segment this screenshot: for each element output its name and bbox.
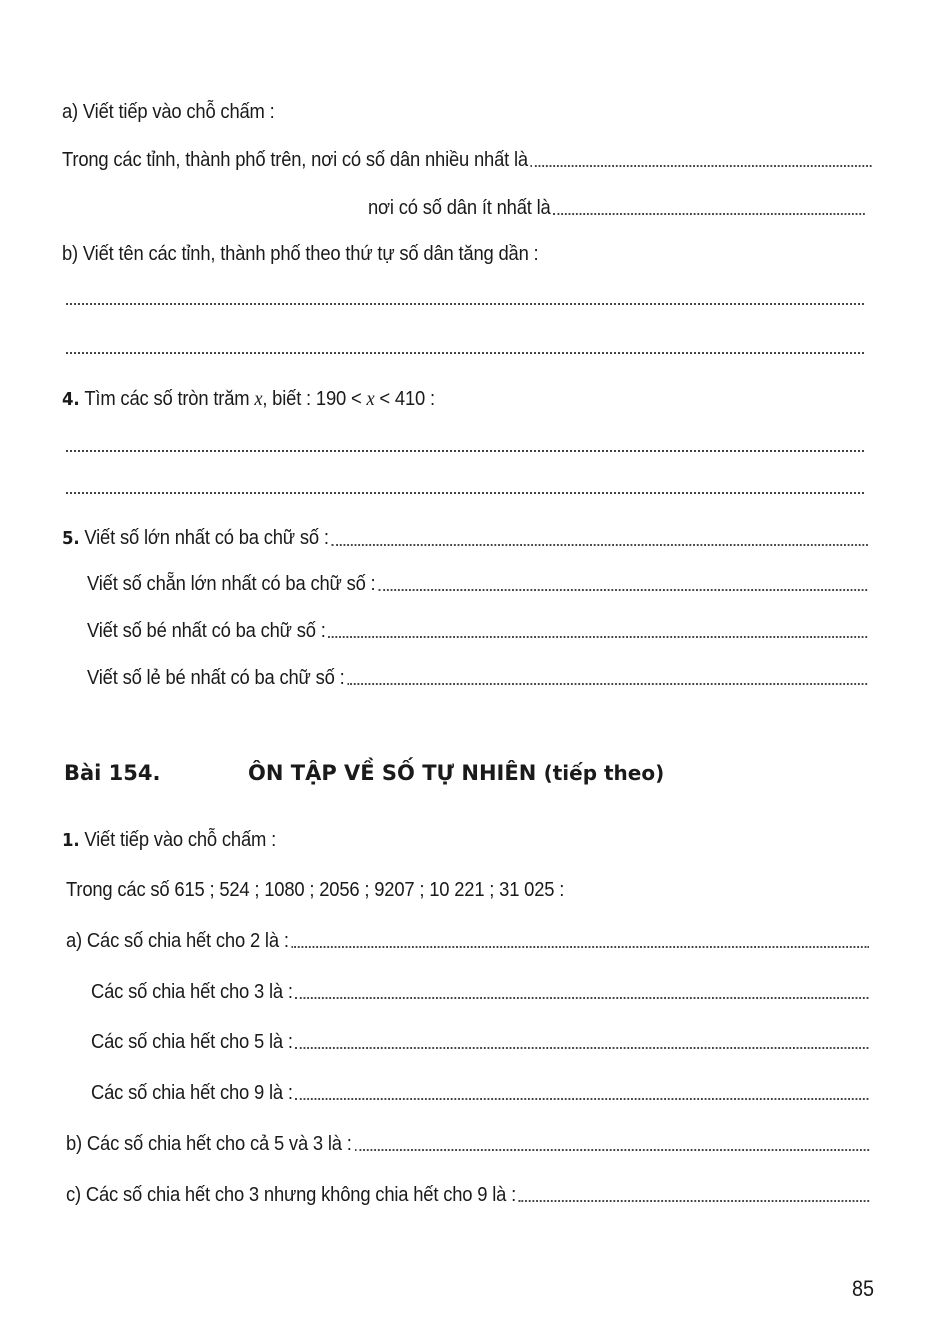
exercise-4: 4. Tìm các số tròn trăm x , biết : 190 < x < 410 :: [62, 388, 435, 410]
answer-blank[interactable]: [531, 164, 872, 167]
most-population-line: Trong các tỉnh, thành phố trên, nơi có số dân nhiều nhất là: [62, 148, 872, 172]
answer-blank[interactable]: [296, 996, 869, 999]
page-number: 85: [852, 1276, 875, 1301]
exercise-5-line-4: Viết số lẻ bé nhất có ba chữ số :: [87, 666, 867, 690]
exercise-5-line-2: Viết số chẵn lớn nhất có ba chữ số :: [87, 572, 867, 596]
answer-blank[interactable]: [292, 945, 870, 948]
lesson-heading: [64, 761, 665, 785]
div2-line: a) Các số chia hết cho 2 là :: [66, 929, 869, 953]
div5and3-line: b) Các số chia hết cho cả 5 và 3 là :: [66, 1132, 869, 1156]
part-b-label: b) Viết tên các tỉnh, thành phố theo thứ tự số dân tăng dần :: [62, 243, 539, 265]
answer-blank-line[interactable]: [66, 351, 864, 354]
div5-line: Các số chia hết cho 5 là :: [91, 1030, 868, 1054]
answer-blank[interactable]: [347, 682, 867, 685]
part-a-label: a) Viết tiếp vào chỗ chấm :: [62, 101, 275, 123]
least-population-line: nơi có số dân ít nhất là: [368, 196, 865, 220]
answer-blank[interactable]: [553, 212, 864, 215]
answer-blank[interactable]: [378, 588, 867, 591]
answer-blank[interactable]: [296, 1097, 869, 1100]
exercise-5-line-1: 5. Viết số lớn nhất có ba chữ số :: [62, 526, 868, 551]
answer-blank[interactable]: [332, 543, 868, 546]
div3not9-line: c) Các số chia hết cho 3 nhưng không chia hết cho 9 là :: [66, 1183, 869, 1207]
lesson-label: Bài 154.: [64, 761, 161, 785]
div9-line: Các số chia hết cho 9 là :: [91, 1081, 868, 1105]
numbers-line: Trong các số 615 ; 524 ; 1080 ; 2056 ; 9207 ; 10 221 ; 31 025 :: [66, 879, 565, 901]
answer-blank-line[interactable]: [66, 449, 864, 452]
exercise-5-line-3: Viết số bé nhất có ba chữ số :: [87, 619, 867, 643]
answer-blank[interactable]: [296, 1046, 869, 1049]
lesson-title: ÔN TẬP VỀ SỐ TỰ NHIÊN (tiếp theo): [248, 761, 665, 785]
lesson-ex1-instruction: 1. Viết tiếp vào chỗ chấm :: [62, 829, 277, 851]
answer-blank[interactable]: [354, 1148, 869, 1151]
answer-blank[interactable]: [328, 635, 867, 638]
div3-line: Các số chia hết cho 3 là :: [91, 980, 868, 1004]
answer-blank-line[interactable]: [66, 491, 864, 494]
answer-blank[interactable]: [519, 1199, 869, 1202]
answer-blank-line[interactable]: [66, 302, 864, 305]
